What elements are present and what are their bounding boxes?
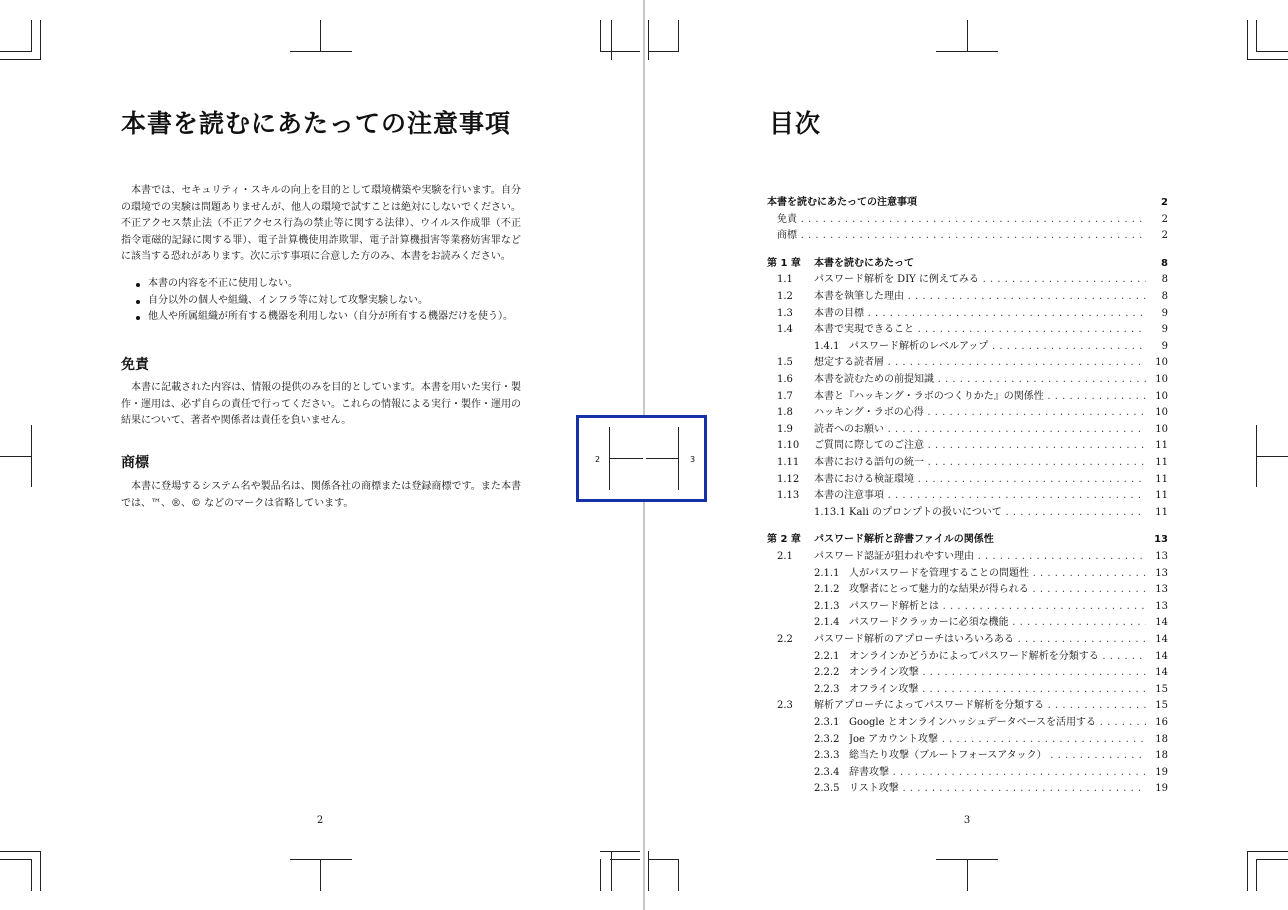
toc-entry-number: 1.8	[777, 407, 793, 419]
toc-entry-page: 8	[1161, 291, 1168, 302]
toc-entry-title: 本書を執筆した理由 . . .	[814, 289, 1146, 305]
toc-entry-title: オフライン攻撃 . . .	[849, 682, 1146, 698]
toc-entry-number: 1.6	[777, 374, 793, 385]
crop-mark-line	[648, 851, 649, 891]
trademark-paragraph: 本書に登場するシステム名や製品名は、関係各社の商標または登録商標です。また本書では、™、®、© などのマークは省略しています。	[121, 481, 521, 509]
toc-entry-title: 本書を読むにあたって	[814, 257, 914, 269]
toc-entry-page: 19	[1155, 783, 1168, 795]
toc-entry-title: 総当たり攻撃（ブルートフォースアタック） . . .	[849, 748, 1146, 764]
toc-entry-page: 10	[1155, 390, 1168, 402]
intro-paragraph: 本書では、セキュリティ・スキルの向上を目的として環境構築や実験を行います。自分の環境での実験は問題ありませんが、他人の環境で試すことは絶対にしないでください。不正アクセス禁止法（不正アクセス行為の禁止等に関する法律）、ウイルス作成罪（不正指令電磁的記録に関する罪）、電子計算機使用詐欺罪、電子計算機損害等業務妨害罪などに該当する恐れがあります。次に示す事項に合意した方のみ、本書をお読みください。	[121, 185, 521, 263]
toc-entry[interactable]	[767, 781, 1168, 797]
crop-mark-line	[0, 456, 31, 457]
toc-entry-number: 2.3.2	[814, 733, 840, 745]
toc-entry[interactable]	[767, 615, 1168, 631]
crop-mark-line	[290, 859, 352, 860]
crop-mark-line	[0, 859, 31, 860]
crop-mark-line	[678, 20, 679, 52]
toc-entry-page: 11	[1155, 473, 1168, 485]
toc-entry-page: 9	[1161, 324, 1168, 336]
toc-entry[interactable]	[767, 582, 1168, 598]
toc-entry-title: 解析アプローチによってパスワード解析を分類する . . .	[814, 698, 1146, 714]
toc-title: 目次	[769, 109, 822, 138]
toc-entry-number: 2.2.3	[814, 683, 840, 695]
toc-entry-page: 18	[1155, 733, 1168, 745]
crop-mark-line	[1256, 51, 1288, 52]
toc-entry-page: 13	[1154, 534, 1168, 546]
toc-entry[interactable]	[767, 505, 1168, 521]
toc-entry[interactable]	[767, 212, 1168, 228]
crop-mark-line	[1256, 859, 1257, 891]
toc-entry-title: パスワード認証が狙われやすい理由 . . .	[814, 549, 1146, 565]
toc-entry-number: 1.13	[777, 490, 800, 502]
toc-entry[interactable]	[767, 765, 1168, 781]
crop-mark-line	[967, 859, 968, 891]
toc-entry-title: 本書の目標 . . .	[814, 306, 1146, 322]
toc-entry-number: 1.4.1	[814, 340, 840, 352]
toc-entry-number: 1.3	[777, 307, 793, 319]
toc-entry[interactable]	[767, 438, 1168, 454]
left-page	[0, 0, 643, 910]
page-number: 3	[963, 815, 971, 826]
toc-entry-page: 11	[1155, 506, 1168, 518]
crop-mark-line	[290, 51, 352, 52]
toc-entry-title: 攻撃者にとって魅力的な結果が得られる . . .	[849, 582, 1146, 598]
crop-mark-line	[1247, 59, 1288, 60]
toc-entry-number: 2.3	[777, 700, 793, 712]
toc-entry-page: 14	[1155, 667, 1168, 679]
crop-mark-line	[610, 859, 640, 860]
toc-entry-title: Kali のプロンプトの扱いについて . . .	[849, 505, 1146, 521]
bullet-item: 本書の内容を不正に使用しない。	[134, 276, 534, 293]
crop-mark-line	[1256, 20, 1257, 52]
crop-mark-line	[967, 20, 968, 52]
toc-entry-title: パスワード解析を DIY に例えてみる . . .	[814, 272, 1146, 288]
toc-entry-title: 読者へのお願い . . .	[814, 422, 1146, 438]
toc-entry[interactable]	[767, 549, 1168, 565]
toc-entry[interactable]	[767, 488, 1168, 504]
crop-mark-line	[600, 859, 601, 891]
toc-entry[interactable]	[767, 649, 1168, 665]
toc-entry-title: リスト攻撃 . . .	[849, 781, 1146, 797]
toc-entry-page: 14	[1155, 650, 1168, 662]
disclaimer-paragraph: 本書に記載された内容は、情報の提供のみを目的としています。本書を用いた実行・製作・運用は、必ず自らの責任で行ってください。これらの情報による実行・製作・運用の結果について、著者や関係者は責任を負いません。	[121, 382, 521, 427]
toc-entry-page: 13	[1155, 551, 1168, 562]
toc-entry-number: 1.9	[777, 423, 793, 435]
toc-entry-title: 人がパスワードを管理することの問題性 . . .	[849, 566, 1146, 582]
toc-entry-number: 1.7	[777, 390, 793, 402]
crop-mark-line	[1256, 859, 1288, 860]
toc-entry[interactable]	[767, 698, 1168, 714]
toc-entry-number: 1.1	[777, 274, 793, 286]
toc-entry-title: 本書の注意事項 . . .	[814, 488, 1146, 504]
crop-mark-line	[320, 20, 321, 52]
page-number: 2	[316, 815, 324, 826]
toc-entry-number: 2.3.5	[814, 783, 840, 795]
toc-entry[interactable]	[767, 289, 1168, 305]
crop-mark-line	[648, 20, 649, 60]
toc-entry[interactable]	[767, 632, 1168, 648]
toc-entry-title: オンライン攻撃 . . .	[849, 665, 1146, 681]
toc-entry-page: 10	[1155, 374, 1168, 385]
toc-entry-title: ご質問に際してのご注意 . . .	[814, 438, 1146, 454]
toc-entry[interactable]	[767, 306, 1168, 322]
crop-mark-line	[40, 20, 41, 60]
navigator-left-page-label[interactable]: 2	[595, 455, 601, 464]
toc-entry-number: 2.1.1	[814, 567, 840, 579]
toc-entry-number: 2.2.1	[814, 650, 840, 662]
toc-entry-number: 2.3.1	[814, 717, 840, 728]
toc-entry-title: 商標 . . .	[777, 228, 1146, 244]
trademark-heading: 商標	[121, 455, 149, 471]
toc-entry-title: Joe アカウント攻撃 . . .	[849, 732, 1146, 748]
toc-entry[interactable]	[767, 405, 1168, 421]
toc-entry-number: 2.1.3	[814, 600, 840, 612]
page-navigator[interactable]	[576, 415, 707, 502]
toc-entry-page: 2	[1161, 213, 1168, 225]
crop-mark-line	[0, 59, 40, 60]
toc-entry-page: 10	[1155, 423, 1168, 435]
toc-entry[interactable]	[767, 715, 1168, 731]
toc-entry[interactable]	[767, 339, 1168, 355]
crop-mark-line	[600, 20, 601, 52]
toc-entry-number: 2.1	[777, 551, 793, 562]
toc-entry-number: 2.2	[777, 634, 793, 645]
toc-entry-title: 本書で実現できること . . .	[814, 322, 1146, 338]
crop-mark-line	[31, 425, 32, 487]
toc-entry-title: ハッキング・ラボの心得 . . .	[814, 405, 1146, 421]
toc-entry-number: 1.4	[777, 324, 793, 336]
toc-entry[interactable]	[767, 272, 1168, 288]
navigator-crop-line	[678, 427, 679, 490]
toc-entry-page: 15	[1155, 700, 1168, 712]
toc-entry-title: 辞書攻撃 . . .	[849, 765, 1146, 781]
navigator-crop-line	[609, 458, 643, 459]
toc-entry[interactable]	[767, 566, 1168, 582]
bullet-item: 他人や所属組織が所有する機器を利用しない（自分が所有する機器だけを使う）。	[134, 309, 534, 326]
crop-mark-line	[648, 51, 678, 52]
toc-entry-number: 2.3.3	[814, 750, 840, 762]
toc-entry-page: 10	[1155, 357, 1168, 369]
crop-mark-line	[0, 851, 40, 852]
crop-mark-line	[611, 851, 612, 891]
crop-mark-line	[40, 851, 41, 891]
crop-mark-line	[31, 20, 32, 52]
disclaimer-heading: 免責	[121, 357, 149, 373]
toc-entry-title: 本書を読むにあたっての注意事項	[767, 197, 917, 208]
toc-entry[interactable]	[767, 422, 1168, 438]
toc-entry[interactable]	[767, 256, 1168, 272]
toc-entry-title: パスワード解析と辞書ファイルの関係性	[814, 534, 994, 546]
crop-mark-line	[1247, 20, 1248, 60]
toc-entry[interactable]	[767, 599, 1168, 615]
toc-entry-number: 1.12	[777, 473, 800, 485]
crop-mark-line	[678, 859, 679, 891]
toc-entry-title: Google とオンラインハッシュデータベースを活用する . . .	[849, 715, 1146, 731]
toc-entry-page: 13	[1155, 600, 1168, 612]
toc-entry-number: 1.11	[777, 457, 800, 468]
toc-entry-page: 9	[1161, 307, 1168, 319]
toc-entry[interactable]	[767, 665, 1168, 681]
crop-mark-line	[31, 859, 32, 891]
toc-entry-page: 16	[1155, 717, 1168, 728]
toc-entry-title: 本書における語句の統一 . . .	[814, 455, 1146, 471]
crop-mark-line	[648, 859, 678, 860]
toc-entry-title: 本書と『ハッキング・ラボのつくりかた』の関係性 . . .	[814, 389, 1146, 405]
toc-entry-page: 13	[1155, 567, 1168, 579]
toc-entry-page: 9	[1161, 340, 1168, 352]
bullet-item: 自分以外の個人や組織、インフラ等に対して攻撃実験しない。	[134, 293, 534, 310]
toc-entry-title: パスワードクラッカーに必須な機能 . . .	[849, 615, 1146, 631]
toc-entry-title: パスワード解析とは . . .	[849, 599, 1146, 615]
toc-entry-number: 第 1 章	[767, 257, 801, 269]
toc-entry-page: 8	[1161, 274, 1168, 286]
toc-entry[interactable]	[767, 389, 1168, 405]
toc-entry-number: 2.2.2	[814, 667, 840, 679]
toc-entry-page: 2	[1161, 197, 1168, 208]
toc-entry[interactable]	[767, 748, 1168, 764]
toc-entry-title: パスワード解析のアプローチはいろいろある . . .	[814, 632, 1146, 648]
toc-entry-number: 2.1.4	[814, 617, 840, 629]
toc-entry-number: 2.3.4	[814, 766, 840, 778]
toc-entry-number: 1.10	[777, 440, 800, 452]
toc-entry-number: 1.5	[777, 357, 793, 369]
crop-mark-line	[600, 851, 640, 852]
toc-entry-page: 2	[1161, 230, 1168, 242]
crop-mark-line	[1247, 851, 1288, 852]
page-title: 本書を読むにあたっての注意事項	[121, 109, 512, 138]
navigator-right-page-label[interactable]: 3	[690, 455, 696, 464]
crop-mark-line	[0, 51, 31, 52]
toc-entry[interactable]	[767, 682, 1168, 698]
crop-mark-line	[611, 20, 612, 60]
toc-entry[interactable]	[767, 355, 1168, 371]
crop-mark-line	[1256, 456, 1288, 457]
toc-entry-title: 想定する読者層 . . .	[814, 355, 1146, 371]
toc-entry-page: 13	[1155, 584, 1168, 596]
navigator-crop-line	[646, 458, 678, 459]
bullet-list	[134, 276, 534, 326]
toc-entry[interactable]	[767, 472, 1168, 488]
toc-entry-title: 免責 . . .	[777, 212, 1146, 228]
crop-mark-line	[1247, 851, 1248, 891]
toc-entry-page: 10	[1155, 407, 1168, 419]
toc-entry[interactable]	[767, 732, 1168, 748]
toc-entry-title: オンラインかどうかによってパスワード解析を分類する . . .	[849, 649, 1146, 665]
crop-mark-line	[610, 51, 640, 52]
toc-entry-number: 第 2 章	[767, 534, 801, 546]
toc-entry[interactable]	[767, 455, 1168, 471]
toc-entry-page: 8	[1161, 257, 1168, 269]
toc-entry-title: 本書における検証環境 . . .	[814, 472, 1146, 488]
toc-entry-number: 1.2	[777, 291, 793, 302]
toc-entry[interactable]	[767, 532, 1168, 548]
toc-entry-page: 18	[1155, 750, 1168, 762]
toc-entry[interactable]	[767, 322, 1168, 338]
toc-entry-page: 14	[1155, 634, 1168, 645]
toc-entry-page: 11	[1155, 490, 1168, 502]
toc-entry-page: 19	[1155, 766, 1168, 778]
toc-entry-page: 14	[1155, 617, 1168, 629]
toc-entry[interactable]	[767, 195, 1168, 211]
toc-entry-title: 本書を読むための前提知識 . . .	[814, 372, 1146, 388]
toc-entry-page: 11	[1155, 457, 1168, 468]
toc-entry-title: パスワード解析のレベルアップ . . .	[849, 339, 1146, 355]
toc-entry[interactable]	[767, 228, 1168, 244]
toc-entry-number: 1.13.1	[814, 506, 846, 518]
crop-mark-line	[320, 859, 321, 891]
toc-entry-number: 2.1.2	[814, 584, 840, 596]
toc-entry-page: 11	[1155, 440, 1168, 452]
toc-entry-page: 15	[1155, 683, 1168, 695]
toc-entry[interactable]	[767, 372, 1168, 388]
